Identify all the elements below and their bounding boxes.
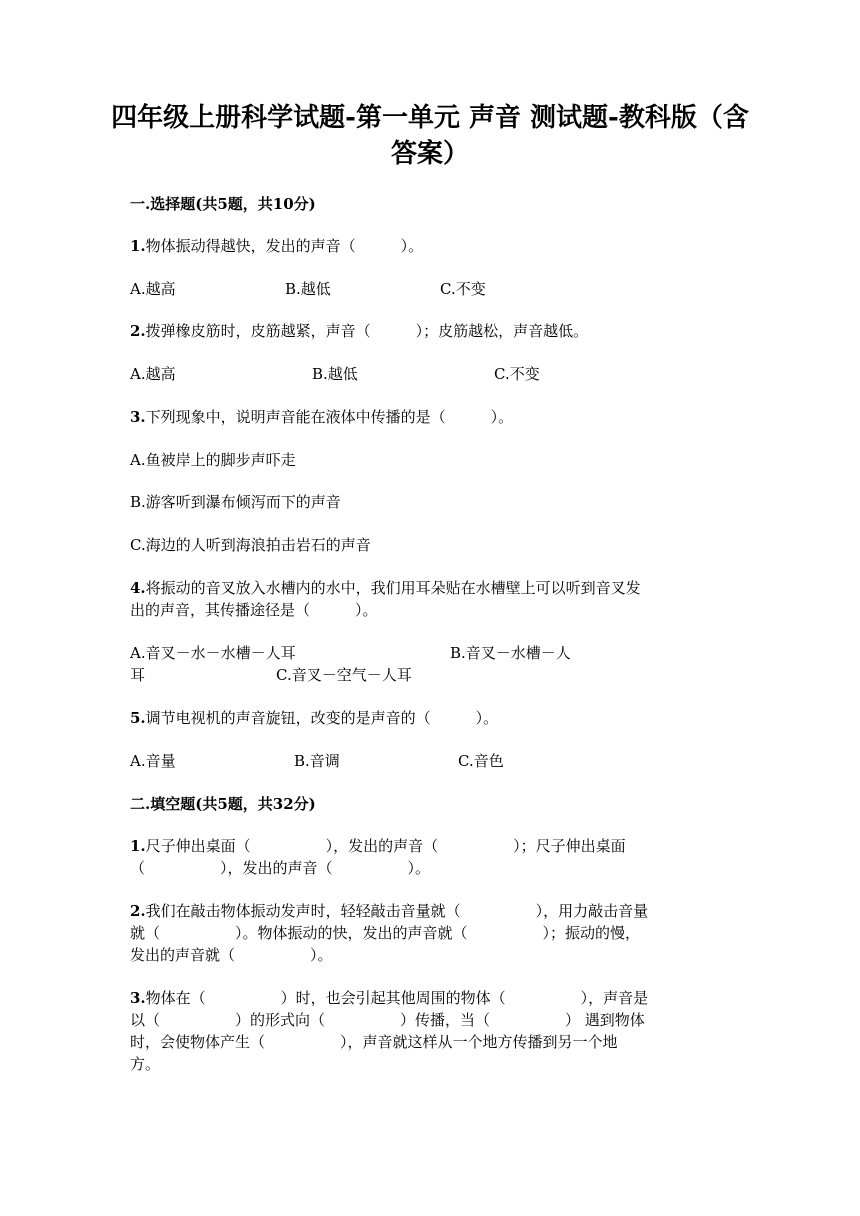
question-number: 1. [130, 237, 146, 255]
fill-line-1: 物体在（ ）时，也会引起其他周围的物体（ ），声音是 [145, 989, 649, 1007]
question-5 [130, 707, 498, 729]
fill-question-2 [130, 900, 648, 922]
option-c: C.音叉－空气－人耳 [276, 666, 412, 684]
fill-line-3: 时，会使物体产生（ ），声音就这样从一个地方传播到另一个地 [130, 1033, 618, 1051]
option-b: B.越低 [312, 365, 358, 383]
option-b-wrap: 耳 [130, 666, 146, 684]
fill-line-2: 以（ ）的形式向（ ）传播，当（ ） 遇到物体 [130, 1011, 645, 1029]
fill-line-3: 发出的声音就（ ）。 [130, 946, 333, 964]
question-2 [130, 320, 588, 342]
question-number: 1. [130, 837, 146, 855]
option-c: C.不变 [494, 365, 540, 383]
question-number: 4. [130, 579, 146, 597]
option-a: A.音叉－水－水槽－人耳 [130, 644, 296, 662]
question-number: 3. [130, 989, 146, 1007]
question-stem-line-1: 将振动的音叉放入水槽内的水中，我们用耳朵贴在水槽壁上可以听到音叉发 [145, 579, 641, 597]
question-number: 3. [130, 408, 146, 426]
question-stem: 下列现象中，说明声音能在液体中传播的是（ ）。 [145, 408, 514, 426]
option-b: B.游客听到瀑布倾泻而下的声音 [130, 493, 341, 511]
page-title: 四年级上册科学试题-第一单元 声音 测试题-教科版（含答案） [111, 103, 749, 169]
question-stem: 拨弹橡皮筋时，皮筋越紧，声音（ ）；皮筋越松，声音越低。 [145, 322, 589, 340]
section-heading-fill: 二.填空题(共5题，共32分) [130, 795, 316, 813]
option-a: A.越高 [130, 280, 176, 298]
fill-line-2: （ ），发出的声音（ ）。 [130, 859, 431, 877]
question-number: 2. [130, 322, 146, 340]
option-c: C.海边的人听到海浪拍击岩石的声音 [130, 536, 371, 554]
question-number: 5. [130, 709, 146, 727]
question-stem: 调节电视机的声音旋钮，改变的是声音的（ ）。 [145, 709, 499, 727]
section-heading-choice: 一.选择题(共5题，共10分) [130, 195, 316, 213]
option-b: B.音调 [294, 752, 340, 770]
fill-line-4: 方。 [130, 1055, 161, 1073]
option-b: B.越低 [285, 280, 331, 298]
question-4 [130, 577, 641, 599]
fill-question-1 [130, 835, 626, 857]
option-c: C.音色 [458, 752, 504, 770]
question-1 [130, 235, 423, 257]
fill-line-1: 尺子伸出桌面（ ），发出的声音（ ）；尺子伸出桌面 [145, 837, 626, 855]
fill-line-2: 就（ ）。物体振动的快，发出的声音就（ ）；振动的慢， [130, 924, 641, 942]
question-number: 2. [130, 902, 146, 920]
question-stem: 物体振动得越快，发出的声音（ ）。 [145, 237, 424, 255]
option-a: A.鱼被岸上的脚步声吓走 [130, 451, 296, 469]
option-c: C.不变 [440, 280, 486, 298]
question-3 [130, 406, 513, 428]
option-b: B.音叉－水槽－人 [450, 644, 571, 662]
question-stem-line-2: 出的声音，其传播途径是（ ）。 [130, 601, 378, 619]
fill-question-3 [130, 987, 648, 1009]
option-a: A.越高 [130, 365, 176, 383]
option-a: A.音量 [130, 752, 176, 770]
fill-line-1: 我们在敲击物体振动发声时，轻轻敲击音量就（ ），用力敲击音量 [145, 902, 649, 920]
